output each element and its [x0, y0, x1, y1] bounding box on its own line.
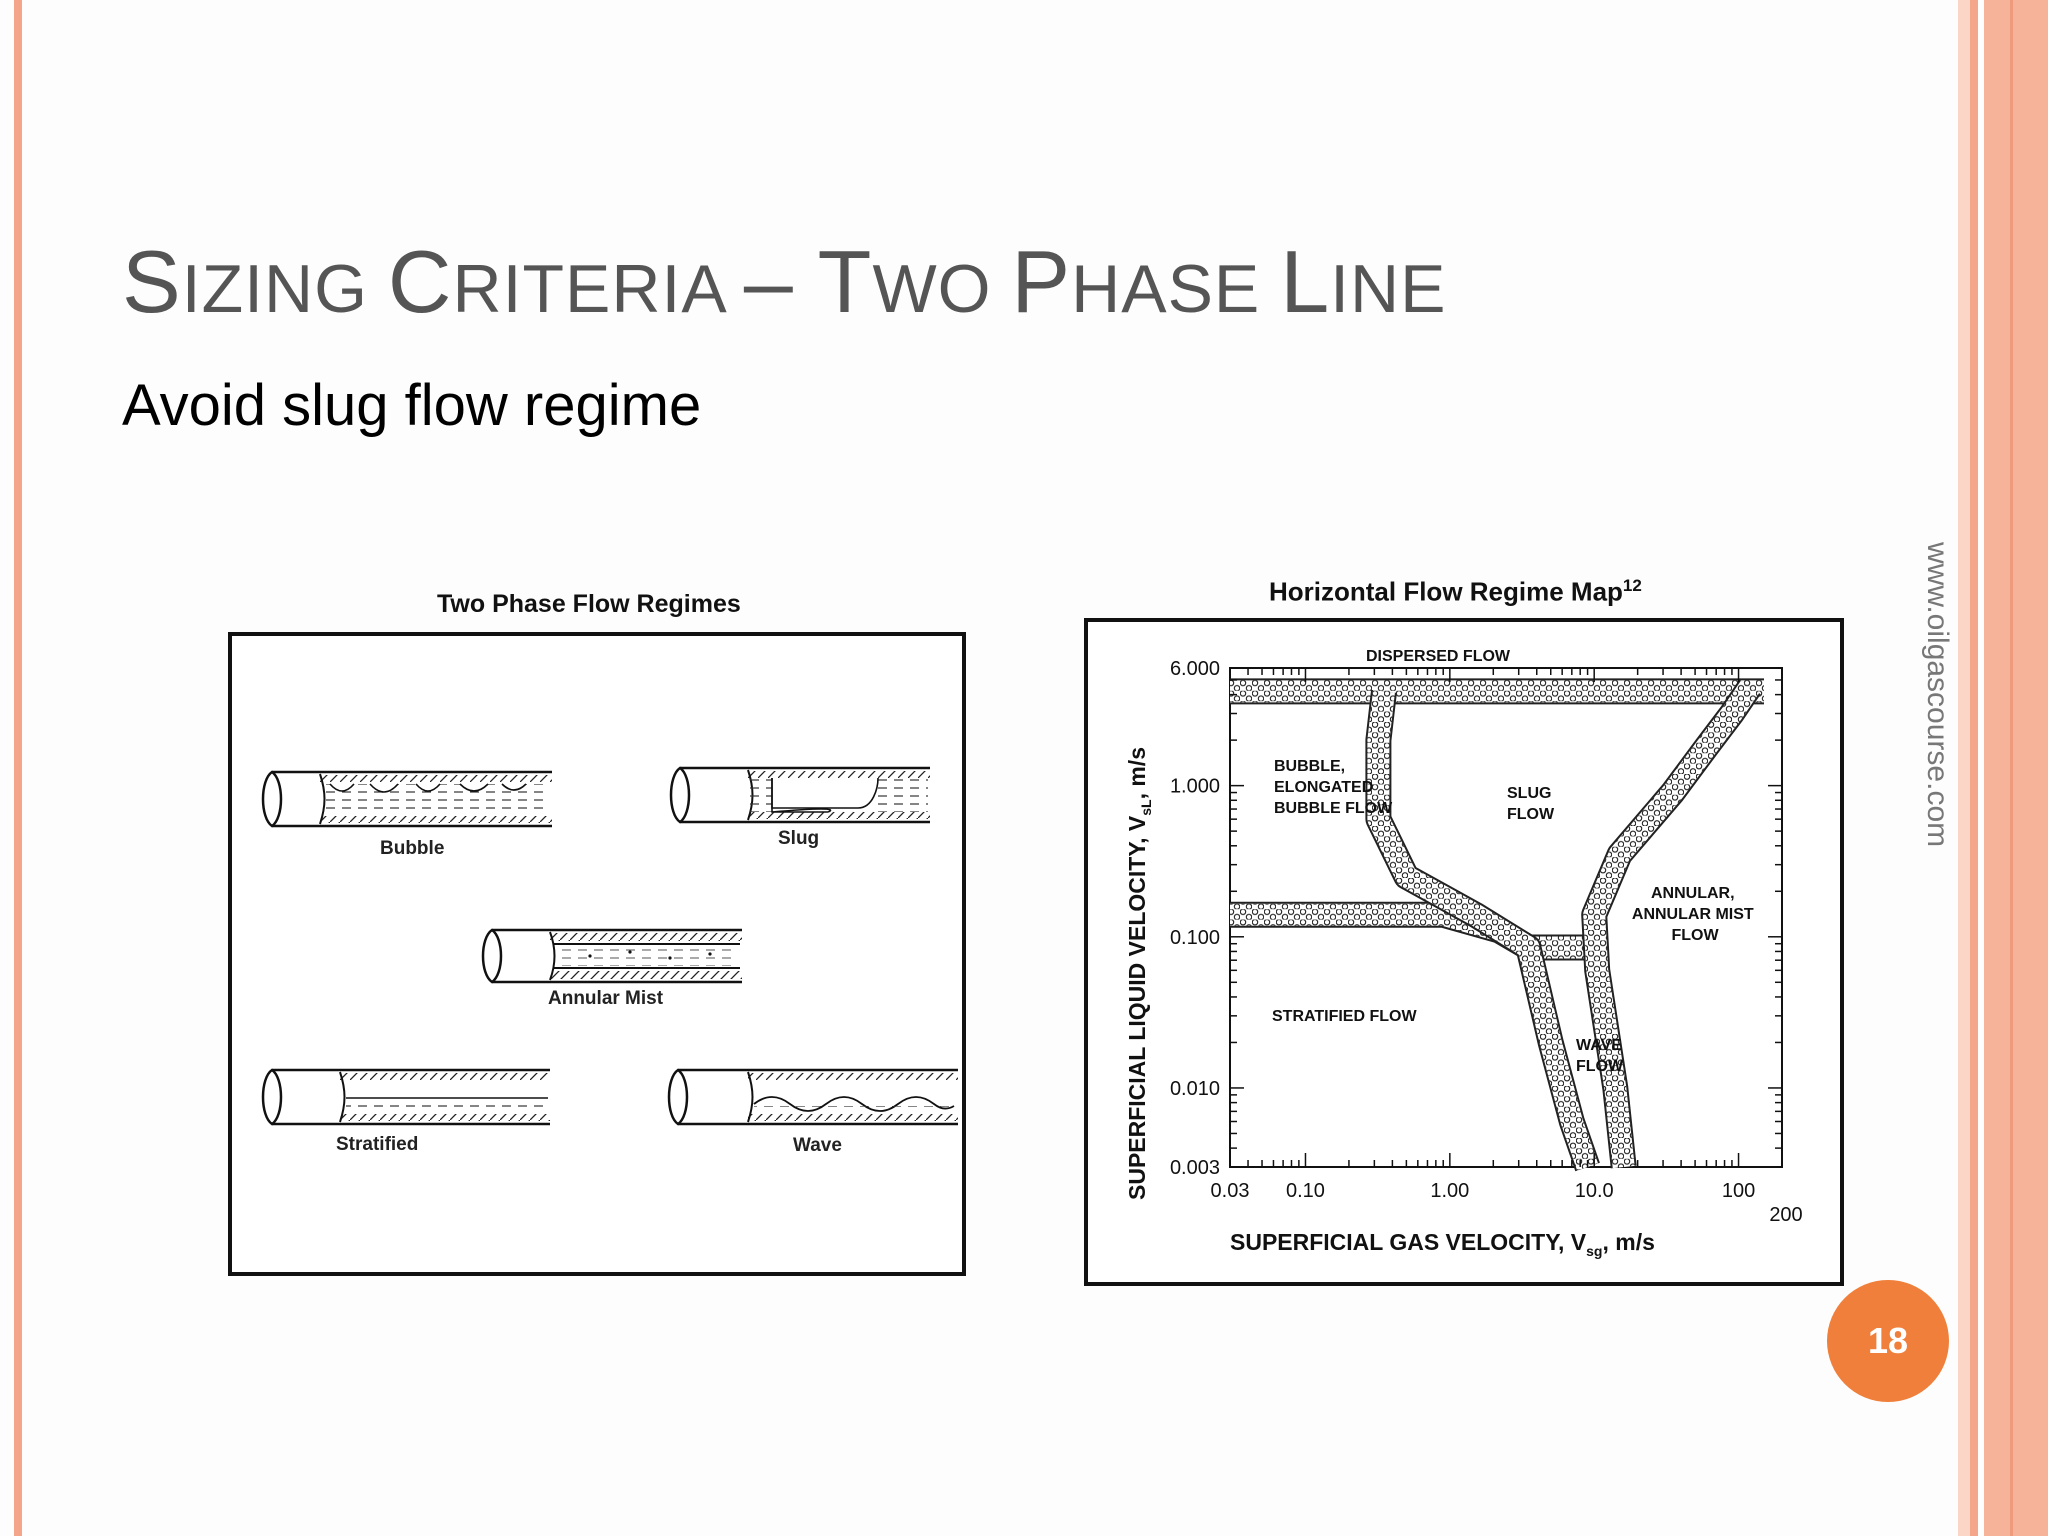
right-border-strip: [1970, 0, 1978, 1536]
regimes-figure-title: Two Phase Flow Regimes: [437, 590, 741, 618]
region-slug: SLUG FLOW: [1507, 785, 1555, 823]
page-number-badge: 18: [1827, 1280, 1949, 1402]
flow-regime-map: [1084, 618, 1844, 1288]
title-part: PHASE: [1011, 232, 1281, 331]
x-tick-label: 0.10: [1286, 1180, 1325, 1202]
watermark: www.oilgascourse.com: [1921, 542, 1954, 848]
label-stratified: Stratified: [336, 1134, 419, 1155]
y-tick-label: 0.003: [1169, 1157, 1220, 1179]
left-border-bar: [14, 0, 22, 1536]
x-tick-label: 0.03: [1210, 1180, 1250, 1202]
right-border-light: [1958, 0, 1970, 1536]
y-tick-label: 0.100: [1169, 926, 1220, 949]
x-tick-label: 200: [1769, 1204, 1803, 1226]
region-bubble: BUBBLE, ELONGATED BUBBLE FLOW: [1274, 758, 1393, 817]
label-annular: Annular Mist: [548, 988, 664, 1009]
region-annular: ANNULAR, ANNULAR MIST FLOW: [1631, 885, 1754, 944]
right-border-wide: [1984, 0, 2048, 1536]
region-wave: WAVE FLOW: [1576, 1037, 1624, 1075]
region-stratified: STRATIFIED FLOW: [1272, 1008, 1417, 1025]
title-part: CRITERIA: [387, 232, 744, 331]
title-part: SIZING: [122, 232, 388, 331]
label-wave: Wave: [793, 1135, 842, 1156]
x-tick-label: 10.0: [1574, 1180, 1614, 1202]
title-part: – TWO: [743, 232, 1012, 331]
slide-title: [122, 232, 1447, 339]
slide-subtitle: Avoid slug flow regime: [122, 373, 702, 438]
region-dispersed: DISPERSED FLOW: [1366, 648, 1511, 665]
map-xlabel: SUPERFICIAL GAS VELOCITY, $V_{sg}$, m/s: [1230, 1229, 1655, 1259]
label-bubble: Bubble: [380, 838, 445, 859]
label-slug: Slug: [778, 828, 820, 849]
y-tick-label: 1.000: [1169, 775, 1220, 798]
x-tick-label: 100: [1721, 1180, 1756, 1202]
regimes-figure: [228, 632, 968, 1278]
y-tick-label: 6.000: [1169, 658, 1220, 680]
map-title-superscript: 12: [1622, 576, 1642, 595]
map-figure-title: Horizontal Flow Regime Map$^{12}$: [1269, 576, 1642, 607]
y-tick-label: 0.010: [1169, 1077, 1220, 1100]
map-ylabel: SUPERFICIAL LIQUID VELOCITY, $V_{sL}$, m/s: [1124, 747, 1154, 1200]
title-part: LINE: [1280, 232, 1447, 331]
right-border-line: [2010, 0, 2013, 1536]
x-tick-label: 1.00: [1430, 1180, 1470, 1202]
